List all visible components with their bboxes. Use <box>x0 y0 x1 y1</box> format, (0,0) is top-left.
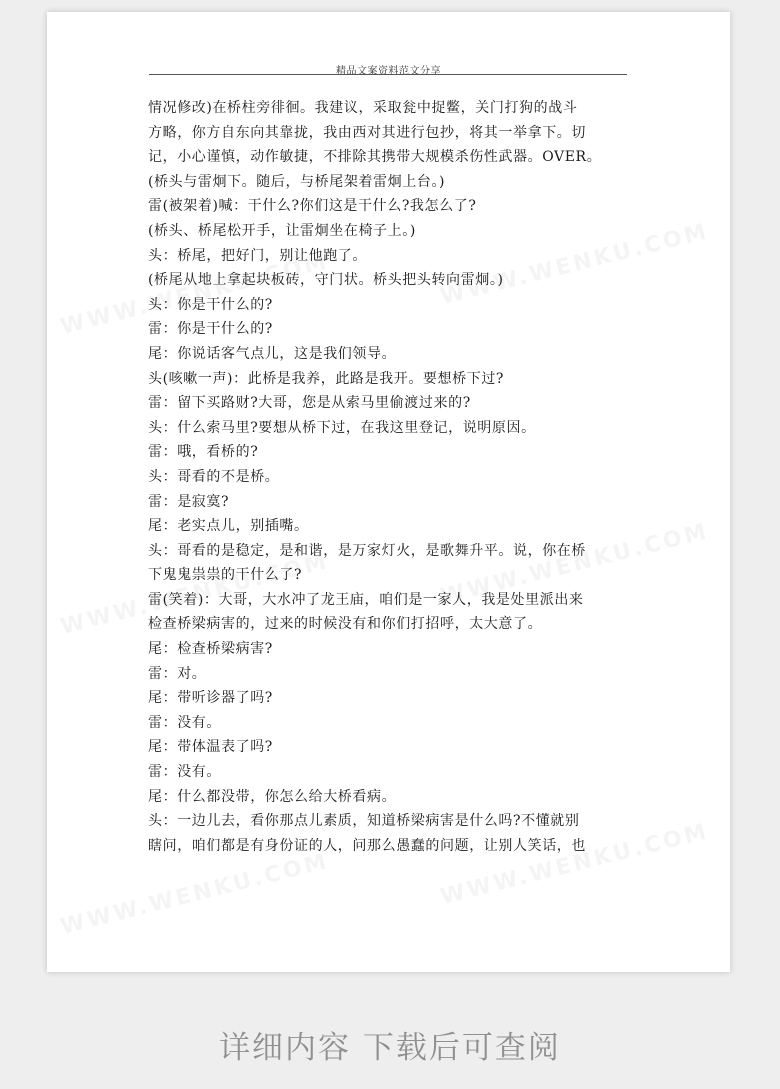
text-line: 雷：是寂寞? <box>148 493 230 510</box>
text-line: 情况修改)在桥柱旁徘徊。我建议，采取瓮中捉鳖，关门打狗的战斗 <box>148 100 578 116</box>
text-line: 雷(笑着)：大哥，大水冲了龙王庙，咱们是一家人，我是处里派出来 <box>148 591 584 608</box>
text-line: 尾：检查桥梁病害? <box>148 641 273 658</box>
text-line: 头：什么索马里?要想从桥下过，在我这里登记，说明原因。 <box>148 419 536 436</box>
text-line: 雷：对。 <box>148 665 207 682</box>
download-prompt-text[interactable]: 详细内容 下载后可查阅 <box>219 1030 561 1066</box>
text-line: 雷(被架着)喊：干什么?你们这是干什么?我怎么了? <box>148 198 477 215</box>
text-line: 头：哥看的是稳定，是和谐，是万家灯火，是歌舞升平。说，你在桥 <box>148 542 586 559</box>
text-line: 尾：老实点儿，别插嘴。 <box>148 518 309 535</box>
text-line: 瞎问，咱们都是有身份证的人，问那么愚蠢的问题，让别人笑话，也 <box>148 837 586 854</box>
watermark-graphic <box>58 849 332 940</box>
document-page <box>47 12 730 972</box>
text-line: 尾：带听诊器了吗? <box>148 690 273 707</box>
page-header-title: 精品文案资料范文分享 <box>336 66 441 77</box>
text-line: 记，小心谨慎，动作敏捷，不排除其携带大规模杀伤性武器。OVER。 <box>148 149 602 166</box>
text-line: 头：你是干什么的? <box>148 296 273 313</box>
text-line: 下鬼鬼祟祟的干什么了? <box>148 567 303 584</box>
text-line: 检查桥梁病害的，过来的时候没有和你们打招呼，太大意了。 <box>148 616 543 633</box>
text-line: 尾：你说话客气点儿，这是我们领导。 <box>148 345 397 362</box>
header-divider <box>149 74 627 75</box>
text-line: 头(咳嗽一声)：此桥是我养，此路是我开。要想桥下过? <box>148 370 505 387</box>
text-line: 头：一边儿去，看你那点儿素质，知道桥梁病害是什么吗?不懂就别 <box>148 813 580 830</box>
text-line: 方略，你方自东向其靠拢，我由西对其进行包抄，将其一举拿下。切 <box>148 124 586 141</box>
text-line: (桥头与雷炯下。随后，与桥尾架着雷炯上台。) <box>148 173 446 190</box>
text-line: 雷：哦，看桥的? <box>148 444 259 461</box>
text-line: 头：哥看的不是桥。 <box>148 468 280 485</box>
text-line: 雷：你是干什么的? <box>148 321 273 338</box>
text-line: 尾：什么都没带，你怎么给大桥看病。 <box>148 788 397 805</box>
document-body <box>148 96 638 858</box>
text-line: 头：桥尾，把好门，别让他跑了。 <box>148 247 367 264</box>
text-line: 雷：没有。 <box>148 764 221 781</box>
text-line: 雷：留下买路财?大哥，您是从索马里偷渡过来的? <box>148 395 471 412</box>
text-line: 尾：带体温表了吗? <box>148 739 273 756</box>
text-line: (桥尾从地上拿起块板砖，守门状。桥头把头转向雷炯。) <box>148 272 504 289</box>
text-line: 雷：没有。 <box>148 714 221 731</box>
text-line: (桥头、桥尾松开手，让雷炯坐在椅子上。) <box>148 222 416 239</box>
